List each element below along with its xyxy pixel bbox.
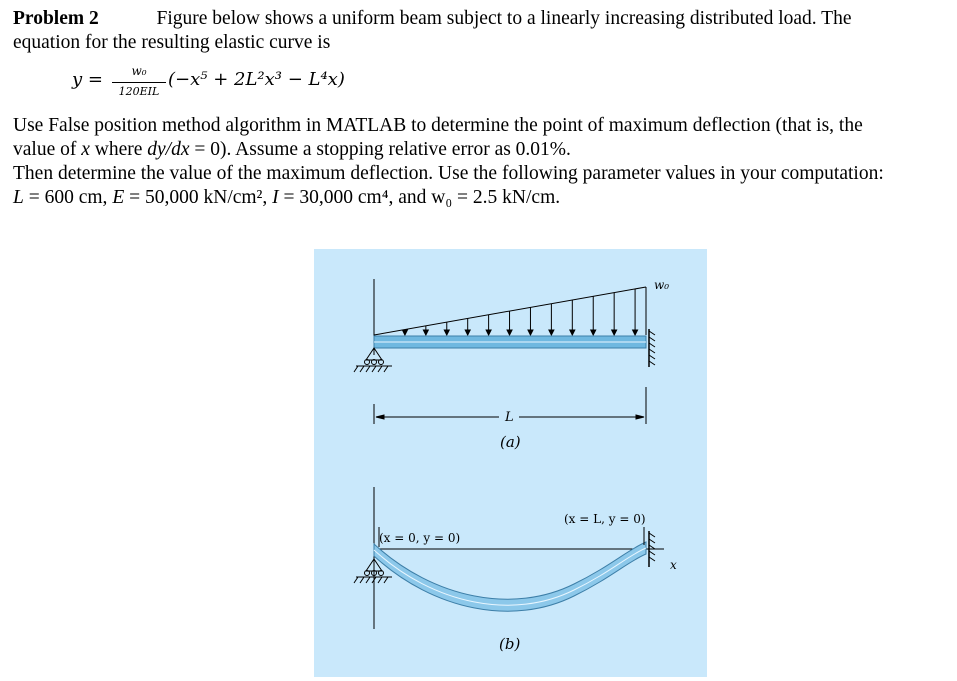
length-label: L [505,410,514,425]
caption-a: (a) [500,433,521,451]
equation-rhs: (−x⁵ + 2L²x³ − L⁴x) [168,69,345,90]
problem-intro-line1 [13,7,852,31]
instruction-line4 [13,186,560,210]
instr2-b: where [89,139,148,160]
problem-label: Problem 2 [13,8,99,29]
beam-figure [314,249,707,677]
instr2-deriv: dy/dx [147,139,190,160]
instruction-line1: Use False position method algorithm in MATLAB to determine the point of maximum deflection (that is, the [13,115,863,136]
equation-denominator: 120EIL [118,85,160,98]
equation-numerator: w₀ [131,64,147,78]
right-point-label: (x = L, y = 0) [564,512,646,526]
load-label: w₀ [654,278,670,292]
intro-text-1: Figure below shows a uniform beam subject to a linearly increasing distributed load. The [156,8,852,29]
instr4-a: = 600 cm, [23,187,113,208]
instruction-line2 [13,138,571,162]
instr4-I: I [272,187,279,208]
instr2-x: x [81,139,90,160]
x-axis-label: x [670,558,677,572]
instr2-c: = 0). Assume a stopping relative error as 0.01%. [189,139,571,160]
equation-lhs: y = [72,69,103,90]
left-point-label: (x = 0, y = 0) [379,531,461,545]
instr4-L: L [13,187,24,208]
problem-intro-line2: equation for the resulting elastic curve is [13,32,331,53]
instr4-b: = 50,000 kN/cm², [124,187,273,208]
instr4-E: E [112,187,125,208]
instruction-line3: Then determine the value of the maximum deflection. Use the following parameter values in your computation: [13,163,884,184]
caption-b: (b) [499,635,521,653]
instr2-a: value of [13,139,82,160]
instr4-c: = 30,000 cm⁴, and w₀ = 2.5 kN/cm. [278,187,561,208]
equation-fraction-bar [112,82,166,83]
figure-background [314,249,707,677]
